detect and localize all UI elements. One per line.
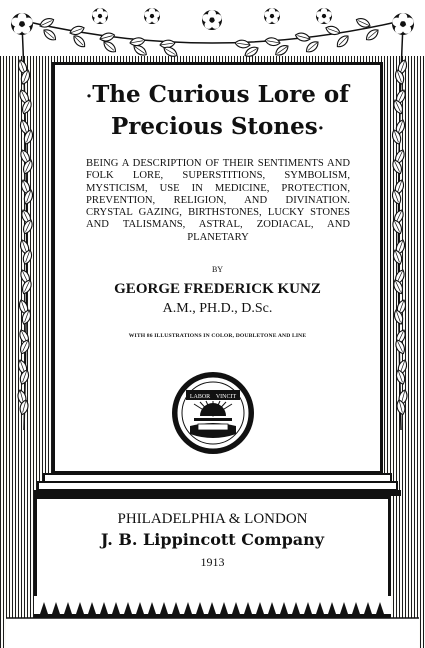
book-description: BEING A DESCRIPTION OF THEIR SENTIMENTS AND FOLK LORE, SUPERSTITIONS, SYMBOLISM, MYSTICISM, USE IN MEDICINE, PROTECTION, PREVENTION, RELIGION, AND DIVINATION. CRYSTAL GAZING, BIRTHSTONES, LUCKY STONES AND TALISMANS, ASTRAL, ZODIACAL, AND PLANETARY [86,158,350,243]
author-name: GEORGE FREDERICK KUNZ [114,281,321,297]
publication-year: 1913 [200,555,225,569]
publisher-name: J. B. Lippincott Company [100,530,325,549]
title-line-1: The Curious Lore of [92,81,350,108]
illustrations-note: WITH 86 ILLUSTRATIONS IN COLOR, DOUBLETONE AND LINE [128,333,307,339]
title-ornament-right: · [317,118,324,139]
book-title [56,80,379,144]
by-label: BY [211,265,224,274]
title-line-2: Precious Stones [111,113,318,140]
seal-motto-left: LABOR [189,394,211,400]
title-ornament-left: · [85,86,93,107]
printers-seal-icon [170,370,256,456]
dentil-border-icon [34,596,391,618]
publisher-place: PHILADELPHIA & LONDON [117,511,308,527]
author-degrees: A.M., PH.D., D.Sc. [162,301,273,316]
seal-motto-right: VINCIT [215,394,237,400]
